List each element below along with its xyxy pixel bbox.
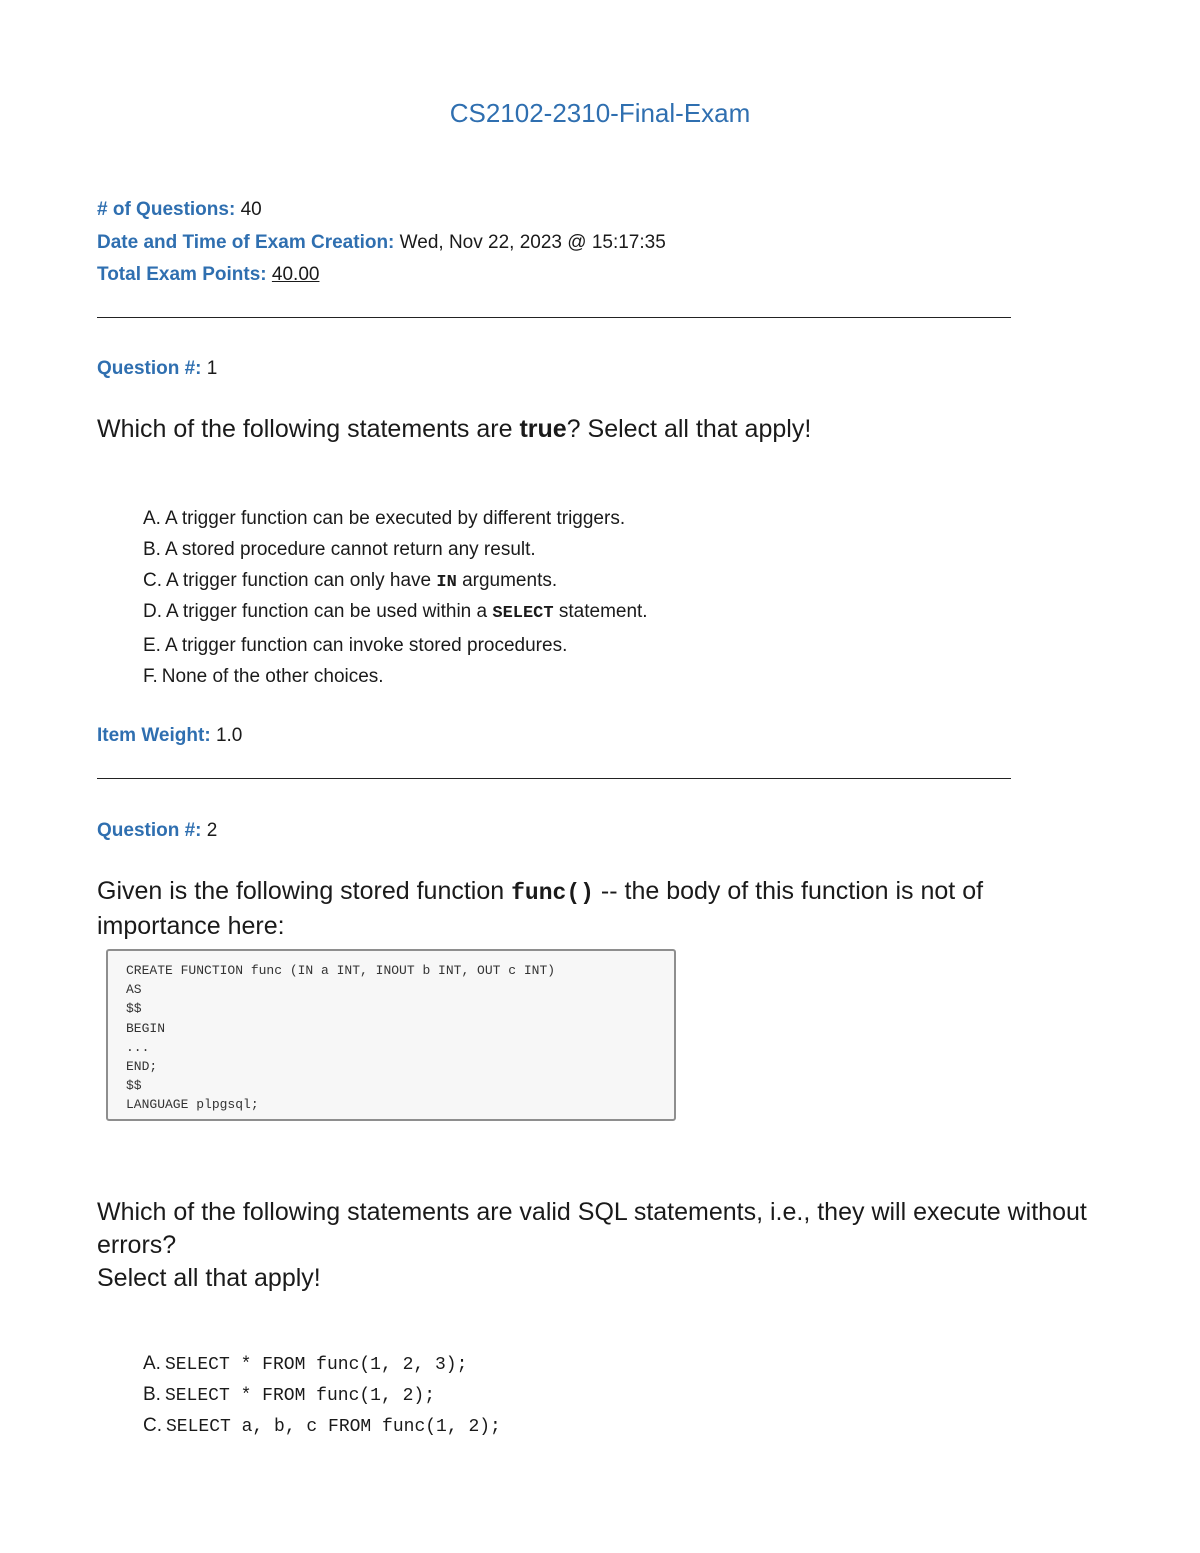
option-f [143,661,648,692]
total-points-label: Total Exam Points: [97,264,267,285]
option-text: A trigger function can be used within a [166,601,493,622]
option-letter: B. [143,1384,161,1405]
question-1-text [97,413,1107,446]
option-letter: D. [143,601,162,622]
code-listing: CREATE FUNCTION func (IN a INT, INOUT b INT, OUT c INT) AS $$ BEGIN ... END; $$ LANGUAGE plpgsql; [126,963,556,1113]
question-count-label: # of Questions: [97,199,236,220]
question-1-number [97,358,217,380]
option-letter: E. [143,635,161,656]
option-letter: A. [143,1353,161,1374]
item-weight [97,725,242,747]
question-number-label: Question #: [97,820,202,841]
option-letter: A. [143,508,161,529]
option-letter: C. [143,1415,162,1436]
option-text: A stored procedure cannot return any result. [164,539,536,560]
question-count [97,199,262,221]
total-points-value: 40.00 [271,264,320,285]
question-2-options [143,1348,501,1441]
option-b [143,1379,501,1410]
option-text: A trigger function can only have [166,570,437,591]
option-d [143,596,648,627]
option-c [143,565,648,596]
option-text: statement. [553,601,648,622]
option-text: A trigger function can invoke stored procedures. [164,635,568,656]
item-weight-label: Item Weight: [97,725,211,746]
item-weight-value: 1.0 [215,725,243,746]
question-text-part: Given is the following stored function [97,877,512,905]
option-keyword: SELECT [492,604,554,623]
question-count-value: 40 [240,199,262,220]
option-text: A trigger function can be executed by different triggers. [164,508,626,529]
option-a [143,1348,501,1379]
question-text-part: -- the body of this function is not of importance here: [97,877,984,940]
question-2-number [97,820,217,842]
question-2-intro [97,875,1107,943]
option-letter: B. [143,539,161,560]
exam-title: CS2102-2310-Final-Exam [449,98,751,128]
option-letter: F. [143,666,158,687]
divider [97,317,1011,318]
divider [97,778,1011,779]
creation-date-value: Wed, Nov 22, 2023 @ 15:17:35 [399,232,666,253]
question-text-part: Select all that apply! [97,1264,321,1292]
option-code: SELECT * FROM func(1, 2); [164,1386,435,1406]
total-points [97,264,319,286]
option-text: None of the other choices. [161,666,384,687]
question-2-text [97,1196,1107,1295]
question-text-emphasis: true [519,415,567,443]
question-number-value: 2 [206,820,218,841]
question-inline-code: func() [511,880,594,906]
code-block [106,949,676,1121]
question-number-value: 1 [206,358,218,379]
question-1-options [143,503,648,692]
option-letter: C. [143,570,162,591]
option-code: SELECT a, b, c FROM func(1, 2); [166,1417,501,1437]
option-a [143,503,648,534]
option-code: SELECT * FROM func(1, 2, 3); [164,1355,468,1375]
option-e [143,630,648,661]
option-c [143,1410,501,1441]
option-text: arguments. [456,570,558,591]
question-number-label: Question #: [97,358,202,379]
question-text-part: Which of the following statements are valid SQL statements, i.e., they will execute without errors? [97,1198,1087,1259]
question-text-part: ? Select all that apply! [566,415,812,443]
option-keyword: IN [436,573,457,592]
creation-date [97,232,666,254]
question-text-part: Which of the following statements are [97,415,520,443]
creation-date-label: Date and Time of Exam Creation: [97,232,395,253]
option-b [143,534,648,565]
